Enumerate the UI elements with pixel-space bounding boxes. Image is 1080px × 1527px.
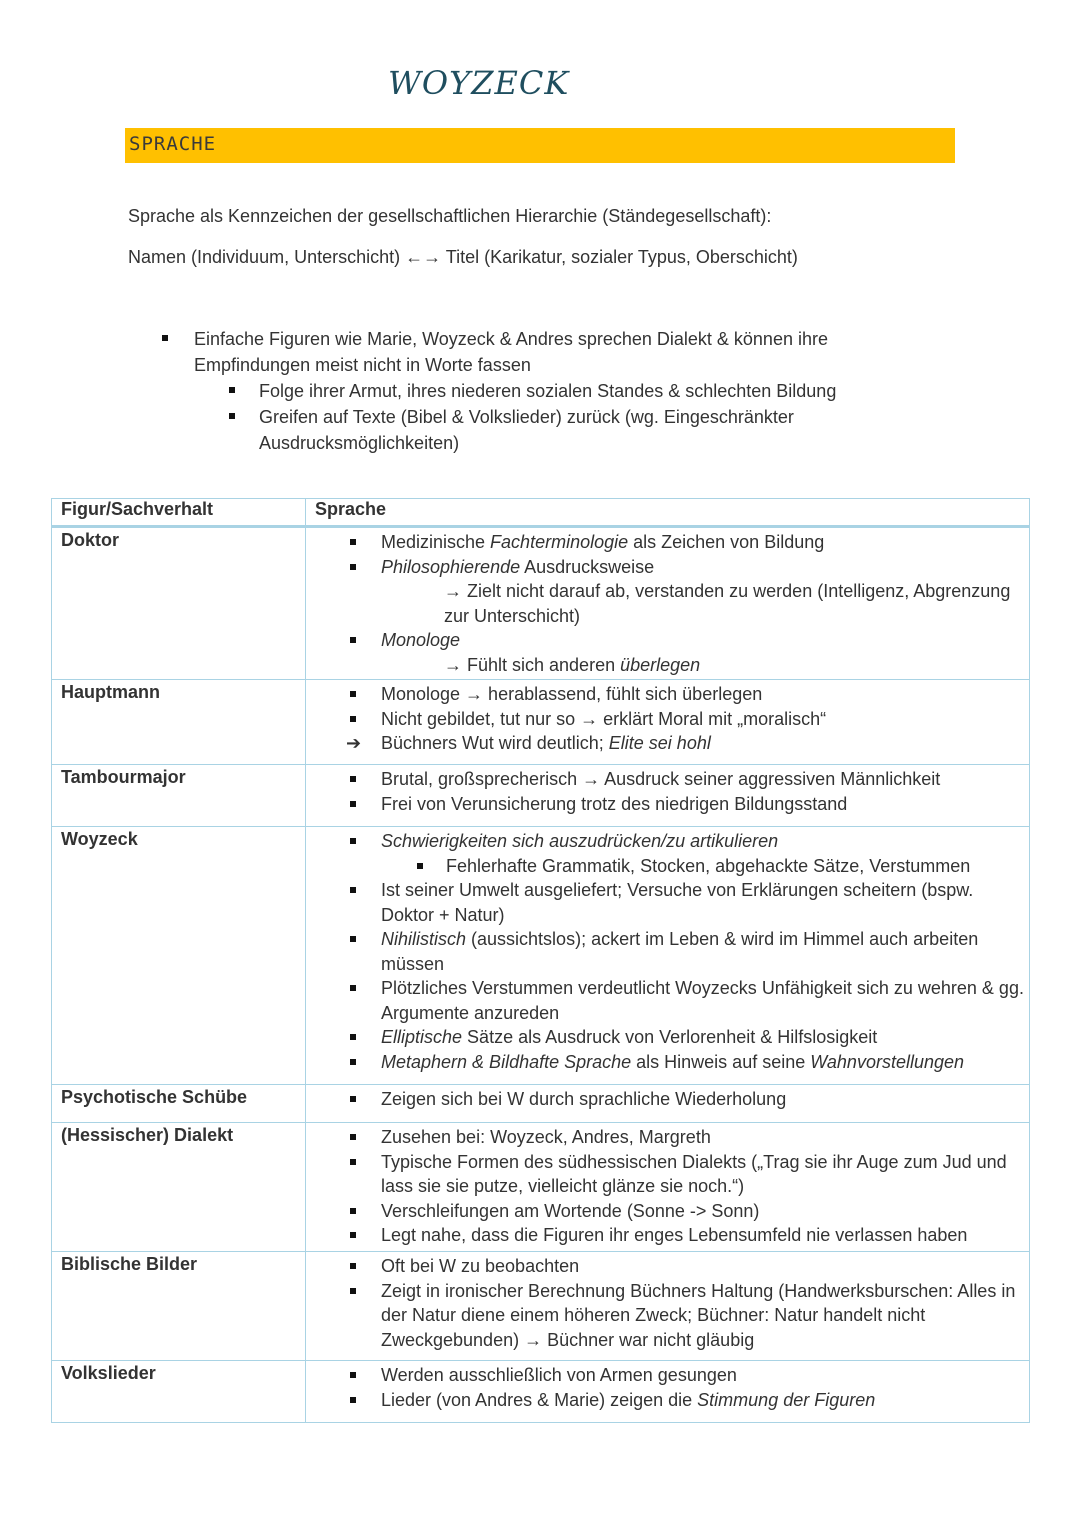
bullet-marker [350,1159,356,1165]
list-item-text: Brutal, großsprecherisch → Ausdruck seiner aggressiven Männlichkeit [381,769,941,789]
bullet-marker [350,1134,356,1140]
list-item [306,1025,1029,1050]
row-label: Volkslieder [52,1361,306,1423]
list-item-text: Philosophierende Ausdrucksweise [381,556,655,577]
table-row [52,765,1030,827]
list-item [306,792,1029,817]
list-item [306,1087,1029,1112]
list-item [306,1199,1029,1224]
list-item-text: Nicht gebildet, tut nur so → erklärt Moral mit „moralisch“ [381,708,827,729]
row-content [306,1123,1030,1252]
list-item [306,1050,1029,1075]
row-content [306,527,1030,680]
column-header-figure: Figur/Sachverhalt [52,499,306,527]
bullet-marker [350,1096,356,1102]
list-item [306,682,1029,707]
list-item [306,767,1029,792]
bullet-marker [350,985,356,991]
bullet-marker [350,1288,356,1294]
list-item [306,653,1029,678]
list-item [306,878,1029,927]
list-item-text: Schwierigkeiten sich auszudrücken/zu artikulieren [381,831,779,851]
list-item [306,555,1029,580]
row-content [306,1361,1030,1423]
bullet-marker [350,887,356,893]
list-item-text: Lieder (von Andres & Marie) zeigen die Stimmung der Figuren [381,1389,876,1410]
row-label: (Hessischer) Dialekt [52,1123,306,1252]
section-heading: SPRACHE [129,133,217,155]
table-row [52,527,1030,680]
bullet-marker [350,564,356,570]
list-item [306,854,1029,879]
table-body [52,527,1030,1423]
bullet-marker [350,539,356,545]
bullet-marker [417,863,423,869]
table-row [52,1123,1030,1252]
row-content [306,1085,1030,1123]
page-title: WOYZECK [388,64,570,102]
bullet-marker [162,335,168,341]
list-item-text: Nihilistisch (aussichtslos); ackert im Leben & wird im Himmel auch arbeiten müssen [381,929,979,974]
row-label: Tambourmajor [52,765,306,827]
bullet-marker [350,776,356,782]
bullet-marker [350,691,356,697]
list-item-text: Oft bei W zu beobachten [381,1256,580,1276]
list-item [306,1125,1029,1150]
list-item-text: Elliptische Sätze als Ausdruck von Verlorenheit & Hilfslosigkeit [381,1027,878,1047]
list-item [306,1388,1029,1413]
sub-bullet-2 [259,404,794,456]
column-header-language: Sprache [306,499,1030,527]
row-label: Hauptmann [52,680,306,765]
list-item [306,829,1029,854]
bullet-marker [350,716,356,722]
list-item [306,1254,1029,1279]
list-item-text: Monologe [381,630,461,650]
list-item [306,1279,1029,1353]
sub-bullet-1 [259,378,836,404]
sub-bullet-2-line-1: Greifen auf Texte (Bibel & Volkslieder) zurück (wg. Eingeschränkter [259,407,794,427]
list-item [306,530,1029,555]
list-item-text: Verschleifungen am Wortende (Sonne -> Sonn) [381,1200,760,1221]
list-item-text: → Zielt nicht darauf ab, verstanden zu werden (Intelligenz, Abgrenzung zur Unterschicht) [444,581,1011,626]
main-bullet-line-2: Empfindungen meist nicht in Worte fassen [194,355,531,375]
list-item [306,628,1029,653]
list-item [306,707,1029,732]
row-label: Biblische Bilder [52,1252,306,1361]
list-item-text: Büchners Wut wird deutlich; Elite sei hohl [381,733,711,753]
sub-bullet-2-line-2: Ausdrucksmöglichkeiten) [259,433,460,453]
list-item-text: Ist seiner Umwelt ausgeliefert; Versuche von Erklärungen scheitern (bspw. Doktor + Natur) [381,880,974,925]
bullet-marker [350,838,356,844]
intro-line-2: Namen (Individuum, Unterschicht) ←→ Titel (Karikatur, sozialer Typus, Oberschicht) [128,247,798,267]
table-row [52,1361,1030,1423]
list-item [306,1223,1029,1248]
row-content [306,680,1030,765]
row-content [306,1252,1030,1361]
intro-line-1: Sprache als Kennzeichen der gesellschaftlichen Hierarchie (Ständegesellschaft): [128,206,772,226]
list-item [306,579,1029,628]
section-banner [125,128,955,163]
bullet-marker [350,1208,356,1214]
bullet-marker [350,936,356,942]
language-table [51,498,1030,1423]
bullet-marker [350,1059,356,1065]
list-item-text: Plötzliches Verstummen verdeutlicht Woyzecks Unfähigkeit sich zu wehren & gg. Argumente anzureden [381,978,1024,1023]
list-item-text: Zeigt in ironischer Berechnung Büchners Haltung (Handwerksburschen: Alles in der Natur diene einem höheren Zweck; Büchner: Natur handelt nicht Zweckgebunden) → Büchner war nicht gläubig [381,1280,1016,1350]
list-item [306,927,1029,976]
list-item-text: Typische Formen des südhessischen Dialekts („Trag sie ihr Auge zum Jud und lass sie sie putze, vielleicht glänze sie noch.“) [381,1151,1007,1196]
row-label: Psychotische Schübe [52,1085,306,1123]
bullet-marker [350,1263,356,1269]
bullet-marker [350,801,356,807]
list-item-text: Zeigen sich bei W durch sprachliche Wiederholung [381,1089,787,1109]
list-item-text: Fehlerhafte Grammatik, Stocken, abgehackte Sätze, Verstummen [446,855,971,876]
table-row [52,1085,1030,1123]
bullet-marker [350,637,356,643]
main-bullet-line-1: Einfache Figuren wie Marie, Woyzeck & Andres sprechen Dialekt & können ihre [194,329,828,349]
row-content [306,765,1030,827]
list-item-text: Werden ausschließlich von Armen gesungen [381,1365,737,1385]
list-item [306,976,1029,1025]
sub-bullet-1-text: Folge ihrer Armut, ihres niederen sozialen Standes & schlechten Bildung [259,381,837,401]
table-row [52,827,1030,1085]
table-header-row [52,499,1030,527]
list-item-text: Frei von Verunsicherung trotz des niedrigen Bildungsstand [381,793,848,814]
bullet-marker [229,387,235,393]
list-item [306,1150,1029,1199]
list-item [306,731,1029,756]
bullet-marker [350,1397,356,1403]
table-row [52,1252,1030,1361]
bullet-marker [350,1232,356,1238]
list-item-text: Zusehen bei: Woyzeck, Andres, Margreth [381,1127,711,1147]
row-label: Woyzeck [52,827,306,1085]
bullet-marker [350,1034,356,1040]
main-bullet [194,326,828,378]
table-row [52,680,1030,765]
list-item-text: Medizinische Fachterminologie als Zeichen von Bildung [381,532,825,552]
list-item-text: Legt nahe, dass die Figuren ihr enges Lebensumfeld nie verlassen haben [381,1225,968,1245]
row-label: Doktor [52,527,306,680]
list-item-text: Monologe → herablassend, fühlt sich überlegen [381,684,763,704]
bullet-marker [350,1372,356,1378]
bullet-marker [229,413,235,419]
list-item-text: Metaphern & Bildhafte Sprache als Hinweis auf seine Wahnvorstellungen [381,1051,965,1072]
row-content [306,827,1030,1085]
list-item-text: → Fühlt sich anderen überlegen [444,654,701,675]
list-item [306,1363,1029,1388]
arrow-bullet-icon: ➔ [346,733,362,753]
